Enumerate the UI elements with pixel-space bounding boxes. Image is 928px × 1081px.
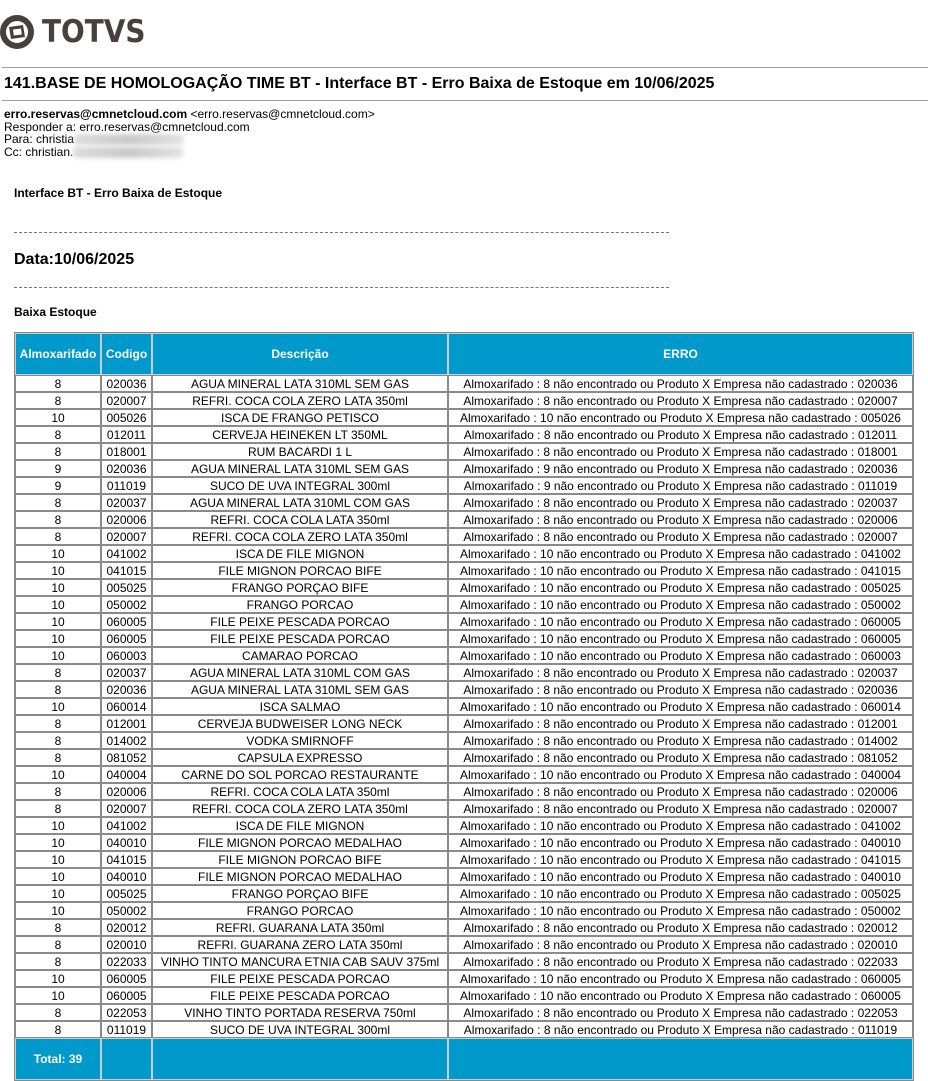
cell-almoxarifado: 8 [15,732,101,749]
cell-almoxarifado: 10 [15,970,101,987]
cell-erro: Almoxarifado : 10 não encontrado ou Produto X Empresa não cadastrado : 060005 [448,987,913,1004]
cell-codigo: 060014 [101,698,152,715]
error-table [14,332,914,1081]
table-row [15,800,913,817]
cell-codigo: 022053 [101,1004,152,1021]
cell-descricao: CARNE DO SOL PORCAO RESTAURANTE [152,766,448,783]
cc-line [4,146,375,159]
cell-erro: Almoxarifado : 8 não encontrado ou Produto X Empresa não cadastrado : 011019 [448,1021,913,1038]
cell-descricao: VINHO TINTO MANCURA ETNIA CAB SAUV 375ml [152,953,448,970]
cell-descricao: FRANGO PORÇAO BIFE [152,885,448,902]
table-row [15,953,913,970]
table-row [15,715,913,732]
cell-almoxarifado: 8 [15,681,101,698]
cell-descricao: FRANGO PORCAO [152,596,448,613]
cell-almoxarifado: 10 [15,987,101,1004]
logo-text: TOTVS [42,14,146,50]
cell-codigo: 060005 [101,630,152,647]
table-row [15,1004,913,1021]
cell-almoxarifado: 10 [15,545,101,562]
total-row [15,1038,913,1080]
cell-almoxarifado: 8 [15,953,101,970]
cell-erro: Almoxarifado : 10 não encontrado ou Produto X Empresa não cadastrado : 040010 [448,868,913,885]
table-row [15,698,913,715]
cell-descricao: AGUA MINERAL LATA 310ML SEM GAS [152,460,448,477]
cell-descricao: FILE PEIXE PESCADA PORCAO [152,613,448,630]
table-row [15,443,913,460]
cell-codigo: 041002 [101,545,152,562]
cell-codigo: 020037 [101,664,152,681]
cell-almoxarifado: 8 [15,392,101,409]
cell-codigo: 022033 [101,953,152,970]
cell-erro: Almoxarifado : 8 não encontrado ou Produto X Empresa não cadastrado : 020006 [448,511,913,528]
cell-descricao: REFRI. GUARANA LATA 350ml [152,919,448,936]
cell-almoxarifado: 8 [15,715,101,732]
cell-almoxarifado: 8 [15,511,101,528]
cell-erro: Almoxarifado : 8 não encontrado ou Produto X Empresa não cadastrado : 020007 [448,528,913,545]
table-row [15,902,913,919]
cell-almoxarifado: 8 [15,919,101,936]
table-row [15,766,913,783]
total-cell-empty [101,1038,152,1080]
cell-descricao: REFRI. COCA COLA ZERO LATA 350ml [152,528,448,545]
cell-codigo: 005025 [101,885,152,902]
cell-descricao: REFRI. COCA COLA LATA 350ml [152,511,448,528]
cell-codigo: 014002 [101,732,152,749]
column-header-almoxarifado: Almoxarifado [15,333,101,375]
cell-descricao: ISCA SALMAO [152,698,448,715]
cell-erro: Almoxarifado : 8 não encontrado ou Produto X Empresa não cadastrado : 014002 [448,732,913,749]
cell-descricao: FILE PEIXE PESCADA PORCAO [152,630,448,647]
table-header-row [15,333,913,375]
table-row [15,919,913,936]
cell-codigo: 020012 [101,919,152,936]
cell-codigo: 020037 [101,494,152,511]
cell-codigo: 060005 [101,987,152,1004]
cell-codigo: 020036 [101,681,152,698]
table-row [15,426,913,443]
cell-codigo: 041015 [101,562,152,579]
cell-codigo: 020007 [101,528,152,545]
cell-codigo: 020036 [101,460,152,477]
cell-almoxarifado: 10 [15,647,101,664]
cell-erro: Almoxarifado : 10 não encontrado ou Produto X Empresa não cadastrado : 060005 [448,970,913,987]
cell-codigo: 018001 [101,443,152,460]
cell-descricao: ISCA DE FRANGO PETISCO [152,409,448,426]
redacted-blur [73,147,183,158]
cell-codigo: 011019 [101,1021,152,1038]
cell-codigo: 012001 [101,715,152,732]
cell-descricao: FILE MIGNON PORCAO BIFE [152,851,448,868]
cell-erro: Almoxarifado : 10 não encontrado ou Produto X Empresa não cadastrado : 005026 [448,409,913,426]
redacted-blur [74,134,184,145]
cell-codigo: 012011 [101,426,152,443]
cell-codigo: 040004 [101,766,152,783]
cell-erro: Almoxarifado : 10 não encontrado ou Produto X Empresa não cadastrado : 041002 [448,545,913,562]
dashed-divider [14,232,669,233]
cell-descricao: VINHO TINTO PORTADA RESERVA 750ml [152,1004,448,1021]
from-line [4,108,375,121]
table-row [15,630,913,647]
cell-erro: Almoxarifado : 8 não encontrado ou Produto X Empresa não cadastrado : 020037 [448,494,913,511]
column-header-descricao: Descrição [152,333,448,375]
cell-erro: Almoxarifado : 8 não encontrado ou Produto X Empresa não cadastrado : 020036 [448,375,913,392]
cell-almoxarifado: 8 [15,1021,101,1038]
cell-descricao: VODKA SMIRNOFF [152,732,448,749]
cell-descricao: CAMARAO PORCAO [152,647,448,664]
cell-erro: Almoxarifado : 10 não encontrado ou Produto X Empresa não cadastrado : 041015 [448,851,913,868]
table-row [15,783,913,800]
table-row [15,545,913,562]
table-row [15,681,913,698]
cell-codigo: 040010 [101,868,152,885]
cell-almoxarifado: 10 [15,817,101,834]
cell-almoxarifado: 10 [15,868,101,885]
table-row [15,494,913,511]
table-row [15,987,913,1004]
divider [2,100,928,101]
table-row [15,613,913,630]
cell-erro: Almoxarifado : 10 não encontrado ou Produto X Empresa não cadastrado : 050002 [448,596,913,613]
sender-name[interactable]: erro.reservas@cmnetcloud.com [4,107,188,121]
table-row [15,1021,913,1038]
cell-descricao: FRANGO PORCAO [152,902,448,919]
table-row [15,868,913,885]
report-title: Interface BT - Erro Baixa de Estoque [14,186,223,200]
cell-erro: Almoxarifado : 8 não encontrado ou Produto X Empresa não cadastrado : 020012 [448,919,913,936]
cell-almoxarifado: 10 [15,562,101,579]
table-row [15,596,913,613]
cell-codigo: 041002 [101,817,152,834]
cell-erro: Almoxarifado : 8 não encontrado ou Produto X Empresa não cadastrado : 020007 [448,392,913,409]
cell-codigo: 050002 [101,902,152,919]
cell-codigo: 060005 [101,613,152,630]
cell-almoxarifado: 10 [15,596,101,613]
cell-erro: Almoxarifado : 8 não encontrado ou Produto X Empresa não cadastrado : 020007 [448,800,913,817]
cc-recipient: Cc: christian. [4,144,74,159]
cell-erro: Almoxarifado : 10 não encontrado ou Produto X Empresa não cadastrado : 060003 [448,647,913,664]
cell-descricao: FRANGO PORÇAO BIFE [152,579,448,596]
cell-almoxarifado: 10 [15,766,101,783]
table-row [15,817,913,834]
dashed-divider [14,287,669,288]
cell-almoxarifado: 8 [15,443,101,460]
cell-descricao: CERVEJA HEINEKEN LT 350ML [152,426,448,443]
cell-erro: Almoxarifado : 8 não encontrado ou Produto X Empresa não cadastrado : 020010 [448,936,913,953]
cell-descricao: AGUA MINERAL LATA 310ML SEM GAS [152,681,448,698]
cell-descricao: REFRI. COCA COLA ZERO LATA 350ml [152,392,448,409]
cell-codigo: 020007 [101,392,152,409]
cell-almoxarifado: 10 [15,851,101,868]
cell-almoxarifado: 8 [15,494,101,511]
divider [2,67,928,68]
cell-almoxarifado: 10 [15,834,101,851]
cell-codigo: 020007 [101,800,152,817]
table-row [15,375,913,392]
table-row [15,511,913,528]
cell-descricao: AGUA MINERAL LATA 310ML COM GAS [152,664,448,681]
cell-erro: Almoxarifado : 9 não encontrado ou Produto X Empresa não cadastrado : 011019 [448,477,913,494]
table-row [15,885,913,902]
table-row [15,562,913,579]
cell-descricao: FILE MIGNON PORCAO BIFE [152,562,448,579]
cell-erro: Almoxarifado : 10 não encontrado ou Produto X Empresa não cadastrado : 060005 [448,613,913,630]
cell-descricao: RUM BACARDI 1 L [152,443,448,460]
cell-codigo: 060003 [101,647,152,664]
table-row [15,936,913,953]
cell-erro: Almoxarifado : 8 não encontrado ou Produto X Empresa não cadastrado : 022033 [448,953,913,970]
cell-almoxarifado: 8 [15,528,101,545]
table-row [15,579,913,596]
cell-almoxarifado: 10 [15,613,101,630]
cell-almoxarifado: 8 [15,936,101,953]
email-headers [4,108,375,158]
table-row [15,409,913,426]
cell-codigo: 020006 [101,783,152,800]
cell-erro: Almoxarifado : 8 não encontrado ou Produto X Empresa não cadastrado : 022053 [448,1004,913,1021]
cell-descricao: ISCA DE FILE MIGNON [152,817,448,834]
to-recipient: Para: christia [4,132,75,146]
table-row [15,460,913,477]
cell-almoxarifado: 8 [15,749,101,766]
cell-erro: Almoxarifado : 10 não encontrado ou Produto X Empresa não cadastrado : 041002 [448,817,913,834]
table-row [15,732,913,749]
cell-almoxarifado: 10 [15,579,101,596]
cell-codigo: 020036 [101,375,152,392]
table-row [15,834,913,851]
table-row [15,970,913,987]
cell-almoxarifado: 10 [15,409,101,426]
cell-descricao: ISCA DE FILE MIGNON [152,545,448,562]
sender-address[interactable]: <erro.reservas@cmnetcloud.com> [190,107,375,121]
table-row [15,664,913,681]
cell-erro: Almoxarifado : 10 não encontrado ou Produto X Empresa não cadastrado : 041015 [448,562,913,579]
cell-codigo: 020010 [101,936,152,953]
cell-almoxarifado: 9 [15,460,101,477]
column-header-erro: ERRO [448,333,913,375]
table-row [15,392,913,409]
table-row [15,647,913,664]
cell-codigo: 081052 [101,749,152,766]
cell-codigo: 041015 [101,851,152,868]
cell-codigo: 050002 [101,596,152,613]
cell-erro: Almoxarifado : 8 não encontrado ou Produto X Empresa não cadastrado : 012001 [448,715,913,732]
cell-descricao: FILE PEIXE PESCADA PORCAO [152,987,448,1004]
report-date: Data:10/06/2025 [14,251,135,268]
cell-descricao: AGUA MINERAL LATA 310ML SEM GAS [152,375,448,392]
cell-erro: Almoxarifado : 9 não encontrado ou Produto X Empresa não cadastrado : 020036 [448,460,913,477]
cell-descricao: SUCO DE UVA INTEGRAL 300ml [152,477,448,494]
cell-descricao: SUCO DE UVA INTEGRAL 300ml [152,1021,448,1038]
cell-almoxarifado: 8 [15,664,101,681]
email-subject: 141.BASE DE HOMOLOGAÇÃO TIME BT - Interface BT - Erro Baixa de Estoque em 10/06/2025 [4,75,715,92]
cell-descricao: AGUA MINERAL LATA 310ML COM GAS [152,494,448,511]
cell-almoxarifado: 8 [15,783,101,800]
table-row [15,749,913,766]
cell-descricao: REFRI. COCA COLA LATA 350ml [152,783,448,800]
cell-codigo: 040010 [101,834,152,851]
cell-erro: Almoxarifado : 8 não encontrado ou Produto X Empresa não cadastrado : 081052 [448,749,913,766]
cell-almoxarifado: 8 [15,375,101,392]
cell-erro: Almoxarifado : 10 não encontrado ou Produto X Empresa não cadastrado : 050002 [448,902,913,919]
cell-erro: Almoxarifado : 10 não encontrado ou Produto X Empresa não cadastrado : 060005 [448,630,913,647]
cell-codigo: 011019 [101,477,152,494]
reply-to-line: Responder a: erro.reservas@cmnetcloud.com [4,119,250,134]
cell-codigo: 005026 [101,409,152,426]
cell-codigo: 020006 [101,511,152,528]
cell-almoxarifado: 10 [15,630,101,647]
cell-almoxarifado: 8 [15,1004,101,1021]
cell-almoxarifado: 10 [15,698,101,715]
cell-erro: Almoxarifado : 8 não encontrado ou Produto X Empresa não cadastrado : 012011 [448,426,913,443]
table-row [15,528,913,545]
cell-erro: Almoxarifado : 10 não encontrado ou Produto X Empresa não cadastrado : 005025 [448,579,913,596]
cell-codigo: 060005 [101,970,152,987]
cell-descricao: CERVEJA BUDWEISER LONG NECK [152,715,448,732]
cell-descricao: FILE MIGNON PORCAO MEDALHAO [152,834,448,851]
total-cell-empty [448,1038,913,1080]
cell-erro: Almoxarifado : 10 não encontrado ou Produto X Empresa não cadastrado : 040004 [448,766,913,783]
cell-descricao: FILE MIGNON PORCAO MEDALHAO [152,868,448,885]
totvs-logo [0,12,157,52]
cell-erro: Almoxarifado : 10 não encontrado ou Produto X Empresa não cadastrado : 040010 [448,834,913,851]
cell-almoxarifado: 10 [15,902,101,919]
cell-erro: Almoxarifado : 8 não encontrado ou Produto X Empresa não cadastrado : 018001 [448,443,913,460]
cell-erro: Almoxarifado : 10 não encontrado ou Produto X Empresa não cadastrado : 005025 [448,885,913,902]
total-cell-empty [152,1038,448,1080]
table-row [15,477,913,494]
cell-codigo: 005025 [101,579,152,596]
cell-almoxarifado: 10 [15,885,101,902]
totvs-logo-icon [0,15,34,49]
cell-erro: Almoxarifado : 8 não encontrado ou Produto X Empresa não cadastrado : 020037 [448,664,913,681]
total-count: Total: 39 [15,1038,101,1080]
cell-almoxarifado: 8 [15,800,101,817]
cell-erro: Almoxarifado : 8 não encontrado ou Produto X Empresa não cadastrado : 020006 [448,783,913,800]
cell-erro: Almoxarifado : 8 não encontrado ou Produto X Empresa não cadastrado : 020036 [448,681,913,698]
cell-descricao: FILE PEIXE PESCADA PORCAO [152,970,448,987]
cell-descricao: CAPSULA EXPRESSO [152,749,448,766]
column-header-codigo: Codigo [101,333,152,375]
section-title: Baixa Estoque [14,305,97,319]
cell-descricao: REFRI. GUARANA ZERO LATA 350ml [152,936,448,953]
cell-almoxarifado: 9 [15,477,101,494]
table-row [15,851,913,868]
cell-almoxarifado: 8 [15,426,101,443]
cell-descricao: REFRI. COCA COLA ZERO LATA 350ml [152,800,448,817]
cell-erro: Almoxarifado : 10 não encontrado ou Produto X Empresa não cadastrado : 060014 [448,698,913,715]
